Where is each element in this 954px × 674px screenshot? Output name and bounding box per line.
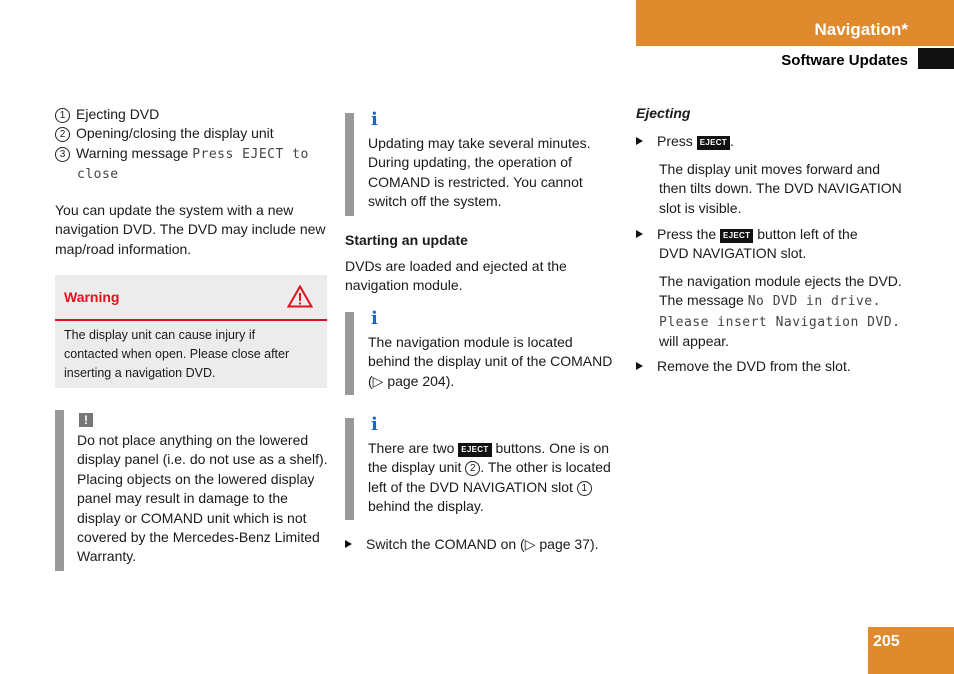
page-number: 205	[873, 633, 900, 650]
intro-paragraph: You can update the system with a new navigation DVD. The DVD may include new map/road information.	[55, 202, 326, 257]
warning-title: Warning	[64, 289, 120, 305]
section-heading: Ejecting	[636, 105, 691, 121]
warning-triangle-icon	[287, 285, 313, 308]
caution-icon: !	[79, 411, 93, 427]
step-result: The display unit moves forward and then tilts down. The DVD NAVIGATION slot is visible.	[659, 161, 902, 216]
step-item: Switch the COMAND on (▷ page 37).	[345, 535, 599, 554]
bullet-arrow-icon	[636, 230, 643, 238]
legend-list	[55, 105, 330, 185]
eject-key-icon: EJECT	[720, 229, 753, 243]
paragraph: DVDs are loaded and ejected at the navigation module.	[345, 258, 567, 294]
section-heading: Starting an update	[345, 232, 468, 248]
caution-text: Do not place anything on the lowered display panel (i.e. do not use as a shelf). Placing objects on the lowered display panel may result in damage to the display or COMAND unit which is not covered by the Mercedes-Benz Limited Warranty.	[77, 432, 328, 565]
step-item: Remove the DVD from the slot.	[636, 357, 851, 376]
subsection-title: Software Updates	[781, 52, 908, 69]
legend-item: 1 Ejecting DVD	[55, 105, 330, 124]
section-title: Navigation*	[814, 20, 908, 39]
note-eject-buttons: There are two EJECT buttons. One is on the display unit 2 . The other is located left of the DVD NAVIGATION slot 1 behind the display.	[368, 440, 611, 515]
warning-divider	[55, 319, 327, 321]
step-result: The navigation module ejects the DVD. The message No DVD in drive. Please insert Navigation DVD. will appear.	[659, 273, 902, 350]
page-number-tab	[868, 627, 954, 674]
eject-key-icon: EJECT	[697, 136, 730, 150]
bullet-arrow-icon	[636, 137, 643, 145]
step-item: Press EJECT .	[636, 132, 734, 151]
note-update-duration: Updating may take several minutes. During updating, the operation of COMAND is restricted. You cannot switch off the system.	[368, 135, 591, 210]
warning-box	[55, 275, 327, 388]
warning-text: The display unit can cause injury if contacted when open. Please close after inserting a navigation DVD.	[64, 328, 290, 380]
legend-item-cont: close	[77, 167, 119, 183]
caution-bar	[55, 410, 64, 571]
eject-key-icon: EJECT	[458, 443, 491, 457]
subsection-marker	[918, 48, 954, 69]
note-module-location: The navigation module is located behind the display unit of the COMAND (▷ page 204).	[368, 334, 613, 389]
info-icon: i	[371, 109, 378, 130]
bullet-arrow-icon	[345, 540, 352, 548]
note-bar	[345, 312, 354, 395]
info-icon: i	[371, 414, 378, 435]
info-icon: i	[371, 308, 378, 329]
legend-item: 2 Opening/closing the display unit	[55, 124, 330, 143]
note-bar	[345, 113, 354, 216]
legend-item: 3 Warning message Press EJECT to	[55, 144, 330, 164]
step-item: Press the EJECT button left of the DVD NAVIGATION slot.	[636, 225, 926, 264]
bullet-arrow-icon	[636, 362, 643, 370]
note-bar	[345, 418, 354, 520]
